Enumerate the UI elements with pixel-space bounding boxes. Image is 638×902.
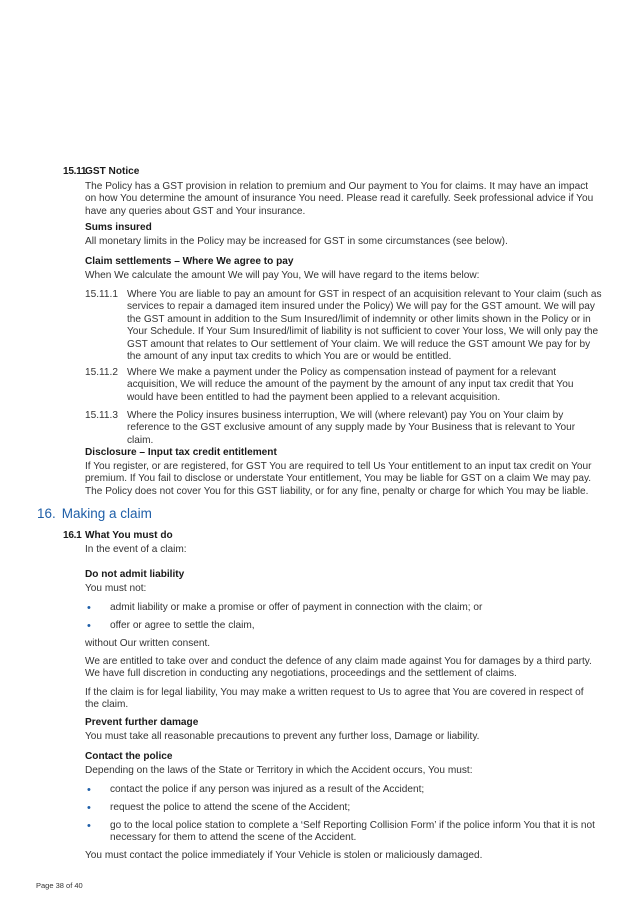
list-item-text: admit liability or make a promise or offer of payment in connection with the claim; or [110,602,483,613]
must-not-text: You must not: [85,583,147,594]
section-title: GST Notice [85,166,140,177]
list-item-text: contact the police if any person was injured as a result of the Accident; [110,784,425,795]
contact-police-heading: Contact the police [85,751,173,762]
defence-text: We are entitled to take over and conduct the defence of any claim made against You for damages by a third party. We have full discretion in conducting any negotiations, proceedings and the settlement of claims. [85,656,592,680]
list-item-text: offer or agree to settle the claim, [110,620,255,631]
subsection-title: What You must do [85,530,173,541]
item-number: 15.11.1 [85,289,118,300]
list-item-text: request the police to attend the scene of the Accident; [110,802,351,813]
bullet-icon: • [87,820,91,832]
sums-insured-text: All monetary limits in the Policy may be increased for GST in some circumstances (see below). [85,236,508,247]
claim-settlements-text: When We calculate the amount We will pay You, We will have regard to the items below: [85,270,480,281]
list-item-text: go to the local police station to complete a ‘Self Reporting Collision Form’ if the police inform You that it is not necessary for them to attend the scene of the Accident. [110,820,595,844]
list-item [85,620,602,632]
list-item [85,820,602,845]
claim-intro-text: In the event of a claim: [85,544,187,555]
item-text: Where We make a payment under the Policy as compensation instead of payment for a relevant acquisition, We will reduce the amount of the payment by the amount of any input tax credit that You would have been entitled to had the payment been applied to a relevant acquisition. [127,367,574,403]
what-you-must-do-heading [63,530,598,542]
section-number: 15.11 [63,166,87,177]
item-number: 15.11.3 [85,410,118,421]
gst-item [85,367,602,404]
item-text: Where You are liable to pay an amount for GST in respect of an acquisition relevant to Your claim (such as services to repair a damaged item insured under the Policy) We will pay for the GST amount. We will pay the GST amount in addition to the Sum Insured/limit of indemnity or other limits shown in the Policy or in Your Schedule. If Your Sum Insured/limit of liability is not sufficient to cover Your loss, We will only pay the GST amount that relates to Our settlement of Your claim. We will reduce the GST amount We pay for by the amount of any input tax credits to which You are or would be entitled. [127,289,602,363]
legal-liability-text: If the claim is for legal liability, You may make a written request to Us to agree that You are covered in respect of the claim. [85,687,584,711]
bullet-icon: • [87,620,91,632]
prevent-damage-text: You must take all reasonable precautions to prevent any further loss, Damage or liability. [85,731,480,742]
list-item [85,802,602,814]
section-title: Making a claim [61,506,152,521]
final-police-text: You must contact the police immediately if Your Vehicle is stolen or maliciously damaged. [85,850,483,861]
do-not-admit-liability-heading: Do not admit liability [85,569,185,580]
sums-insured-heading: Sums insured [85,222,152,233]
prevent-damage-heading: Prevent further damage [85,717,199,728]
consent-text: without Our written consent. [85,638,211,649]
bullet-icon: • [87,602,91,614]
making-a-claim-heading [37,508,152,520]
gst-item [85,289,602,363]
bullet-icon: • [87,784,91,796]
page-number: Page 38 of 40 [36,881,83,890]
contact-police-text: Depending on the laws of the State or Territory in which the Accident occurs, You must: [85,765,473,776]
item-text: Where the Policy insures business interruption, We will (where relevant) pay You on Your claim by reference to the GST exclusive amount of any supply made by Your Business that is relevant to Your claim. [127,410,576,446]
bullet-icon: • [87,802,91,814]
list-item [85,784,602,796]
claim-settlements-heading: Claim settlements – Where We agree to pay [85,256,294,267]
gst-item [85,410,602,447]
disclosure-text: If You register, or are registered, for GST You are required to tell Us Your entitlement to an input tax credit on Your premium. If You fail to disclose or understate Your entitlement, You may be liable for GST on a claim We may pay. The Policy does not cover You for this GST liability, or for any fine, penalty or charge for which You may be liable. [85,461,592,497]
gst-notice-heading [63,166,598,178]
gst-intro-text: The Policy has a GST provision in relation to premium and Our payment to You for claims. It may have an impact on how You determine the amount of insurance You need. Please read it carefully. Seek professional advice if You have any queries about GST and Your insurance. [85,181,594,217]
item-number: 15.11.2 [85,367,118,378]
section-number: 16. [37,506,56,521]
list-item [85,602,602,614]
disclosure-heading: Disclosure – Input tax credit entitlement [85,447,277,458]
subsection-number: 16.1 [63,530,82,541]
